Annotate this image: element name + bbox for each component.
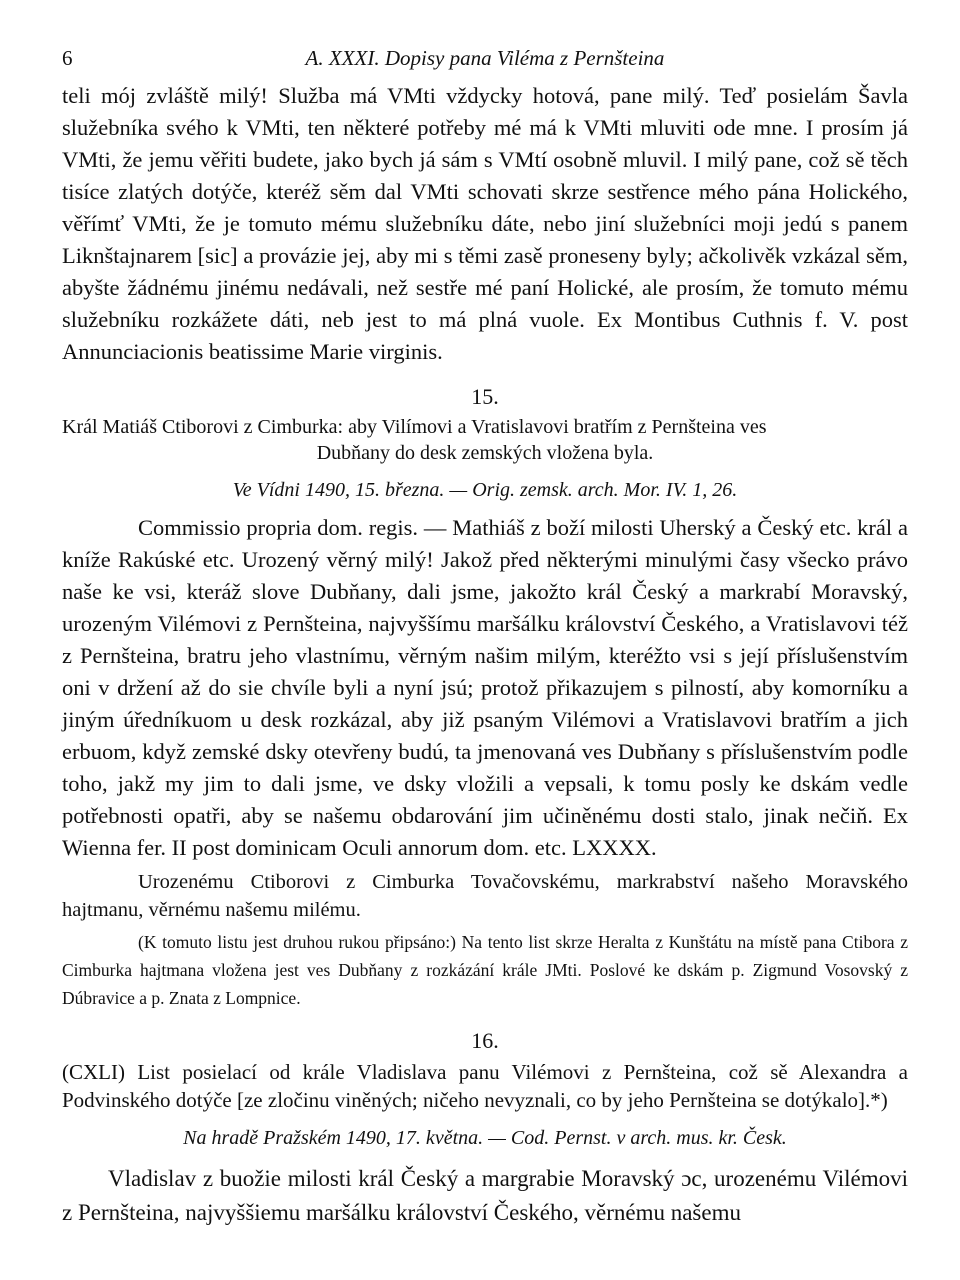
letter-15-source: Ve Vídni 1490, 15. března. — Orig. zemsk. arch. Mor. IV. 1, 26. (232, 479, 738, 501)
letter-14-continuation: teli mój zvláště milý! Služba má VMti vždycky hotová, pane milý. Teď posielám Šavla služebníka svého k VMti, ten některé potřeby mé má k VMti mluviti ode mne. I prosím já VMti, že jemu věřiti budete, jako bych já sám s VMtí osobně mluvil. I milý pane, což sě těch tisíce zlatých dotýče, kteréž sěm dal VMti schovati skrze sestřence mého pána Holického, věřímť VMti, že je tomuto mému služebníku dáte, nebo jiní služebníci moji jedú s panem Liknštajnarem [sic] a provázie jej, aby mi s těmi zasě proneseny byly; ačkolivěk vzkázal sěm, abyšte žádnému jinému nedávali, než sestře mé paní Holické, ale prosím, že tomuto mému služebníku rozkážete dáti, neb jest to má plná vuole. Ex Montibus Cuthnis f. V. post Annunciacionis beatissime Marie virginis. (62, 83, 908, 364)
letter-15-regest (62, 414, 908, 466)
letter-16-number: 16. (471, 1028, 499, 1053)
letter-16-regest: (CXLI) List posielací od krále Vladislava panu Vilémovi z Pernšteina, což sě Alexandra a Podvinského dotýče [ze zločinu viněných; ničeho nevyznali, co by jeho Pernšteina se dotýkalo].*) (62, 1060, 908, 1112)
letter-15-number: 15. (471, 384, 499, 409)
running-title: A. XXXI. Dopisy pana Viléma z Pernšteina (305, 46, 665, 70)
letter-16-text: Vladislav z buožie milosti král Český a margrabie Moravský ɔc, urozenému Vilémovi z Pernšteina, najvyššiemu maršálku království Českého, věrnému našemu (62, 1166, 908, 1225)
letter-15-text: Commissio propria dom. regis. — Mathiáš z boží milosti Uherský a Český etc. král a kníže Rakúské etc. Urozený věrný milý! Jakož před některými minulými časy všecko právo naše ke vsi, kteráž slove Dubňany, dali jsme, jakožto král Český a markrabí Moravský, urozeným Vilémovi z Pernšteina, najvyššímu maršálku království Českého, a Vratislavovi též z Pernšteina, bratru jeho vlastnímu, věrným našim milým, kteréžto vsi s její příslušenstvím oni v držení až do sie chvíle byli a nyní jsú; protož přikazujem s pilností, aby komorníku a jiným úředníkuom u desk rozkázal, aby již psaným Vilémovi a Vratislavovi bratřím a jich erbuom, když zemské dsky otevřeny budú, ta jmenovaná ves Dubňany s příslušenstvím podle toho, jakž my jim to dali jsme, ve dsky vložili a vepsali, k tomu posly ke dskám vedle potřebnosti opatři, aby se našemu obdarování jim učiněnému dosti stalo, jinak nečiň. Ex Wienna fer. II post dominicam Oculi annorum dom. etc. LXXXX. (62, 515, 908, 860)
letter-15-regest-line-1: Král Matiáš Ctiborovi z Cimburka: aby Vilímovi a Vratislavovi bratřím z Pernšteina ves (62, 416, 767, 438)
letter-15-regest-line-2: Dubňany do desk zemských vložena byla. (316, 442, 654, 464)
letter-16-source: Na hradě Pražském 1490, 17. května. — Cod. Pernst. v arch. mus. kr. Česk. (183, 1127, 787, 1149)
letter-15-address: Urozenému Ctiborovi z Cimburka Tovačovskému, markrabství našeho Moravského hajtmanu, věrnému našemu milému. (62, 871, 908, 921)
page-header (62, 40, 908, 80)
letter-15-note: (K tomuto listu jest druhou rukou připsáno:) Na tento list skrze Heralta z Kunštátu na místě pana Ctibora z Cimburka hajtmana vložena jest ves Dubňany z rozkázání krále JMti. Poslové ke dskám p. Zigmund Vosovský z Dúbravice a p. Znata z Lompnice. (62, 932, 908, 1008)
page-number: 6 (62, 46, 73, 70)
document-page (62, 40, 908, 1230)
